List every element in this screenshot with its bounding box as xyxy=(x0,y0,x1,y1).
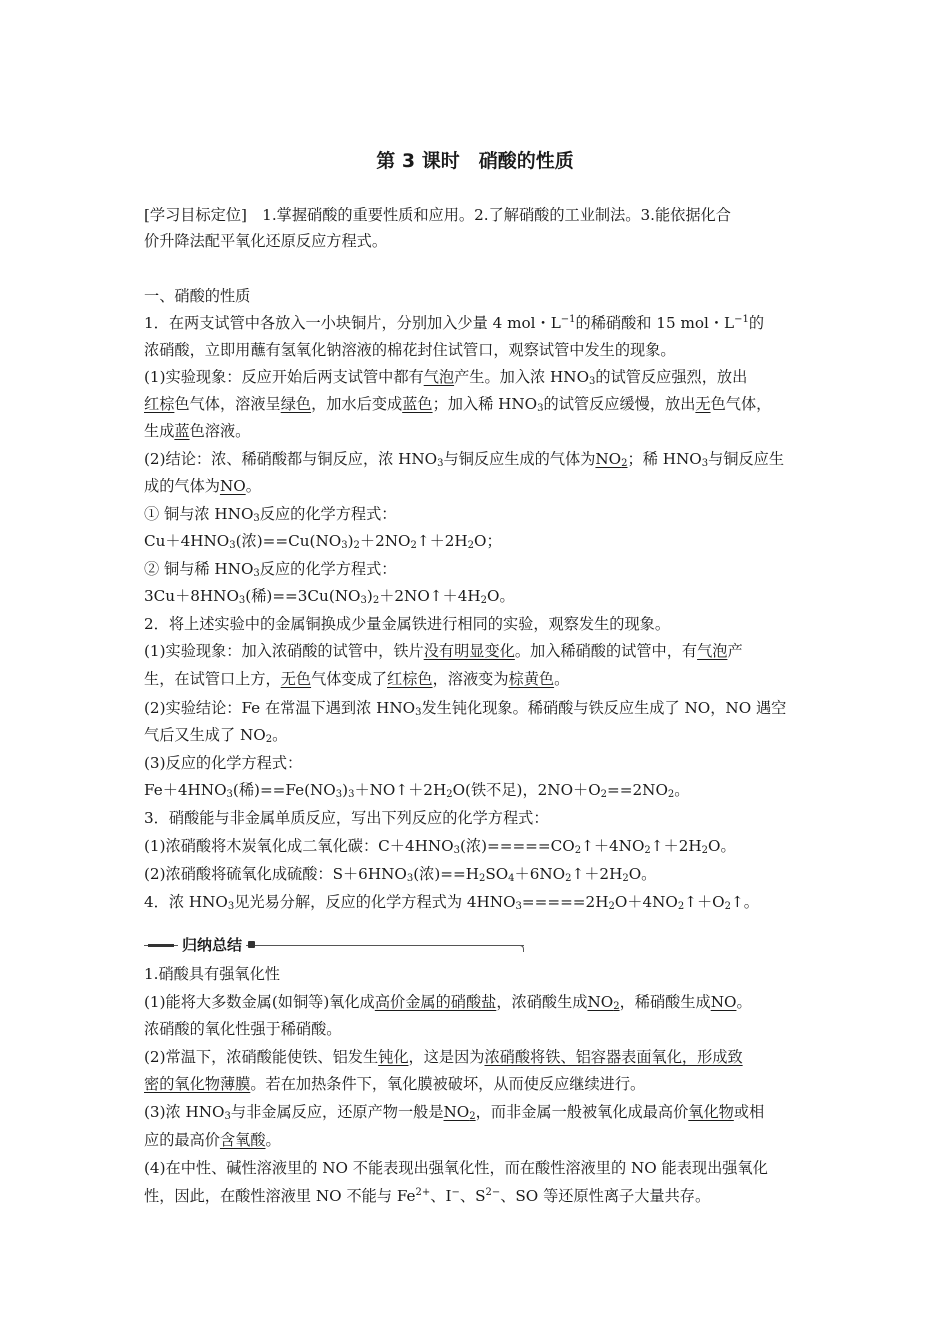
paragraph-line: 成的气体为NO。 xyxy=(144,477,261,495)
answer-blank: 浓硝酸将铁、铝容器表面氧化，形成致 xyxy=(484,1048,743,1066)
objectives-line-1: [学习目标定位] 1.掌握硝酸的重要性质和应用。2.了解硝酸的工业制法。3.能依据化合 xyxy=(144,206,731,224)
equation-line: $Cu+4HNO_3$(浓)$==Cu(NO_3)_2+2NO_2↑+2H_2O$； xyxy=(144,532,502,551)
paragraph-line: 浓硝酸，立即用蘸有氢氧化钠溶液的棉花封住试管口，观察试管中发生的现象。 xyxy=(144,341,676,359)
summary-line: 性，因此，在酸性溶液里 NO 不能与 $Fe^{2+}$、I−、$S^{2-}$、SO 等还原性离子大量共存。 xyxy=(144,1187,711,1205)
answer-blank: 红棕 xyxy=(144,395,175,413)
answer-blank: 钝化 xyxy=(378,1048,409,1066)
answer-blank: 红棕色 xyxy=(387,670,433,688)
paragraph-line: (1)实验现象：反应开始后两支试管中都有气泡产生。加入浓 $HNO_3$的试管反应强烈，放出 xyxy=(144,368,748,387)
paragraph-line: 生成蓝色溶液。 xyxy=(144,422,251,440)
summary-label: 归纳总结 xyxy=(178,936,246,954)
answer-blank: NO xyxy=(710,993,737,1011)
answer-blank: 密的氧化物薄膜 xyxy=(144,1075,251,1093)
answer-blank: 绿色 xyxy=(280,395,312,413)
equation-line: (2)浓硝酸将硫氧化成硫酸：$S+6HNO_3$(浓)$==H_2SO_4+6NO_2↑+2H_2O$。 xyxy=(144,865,657,884)
equation-line: $Fe+4HNO_3$(稀)$==Fe(NO_3)_3+NO↑+2H_2O$(铁不足)，$2NO+O_2==2NO_2$。 xyxy=(144,781,690,800)
equation-line: 4．浓 $HNO_3$见光易分解，反应的化学方程式为 $4HNO_3=====2H_2O+4NO_2↑+O_2↑$。 xyxy=(144,893,759,912)
answer-blank: 无色 xyxy=(280,670,312,688)
answer-blank: 含氧酸 xyxy=(219,1131,266,1149)
summary-rule-endcap xyxy=(519,945,524,952)
answer-blank: 高价金属的硝酸盐 xyxy=(374,993,497,1011)
answer-blank: NO xyxy=(219,477,246,495)
summary-header xyxy=(144,936,524,954)
equation-line: (1)浓硝酸将木炭氧化成二氧化碳：$C+4HNO_3$(浓)$=====CO_2↑+4NO_2↑+2H_2O$。 xyxy=(144,837,736,856)
summary-line: 密的氧化物薄膜。若在加热条件下，氧化膜被破坏，从而使反应继续进行。 xyxy=(144,1075,646,1093)
answer-blank: 没有明显变化 xyxy=(423,642,515,660)
summary-square-icon xyxy=(248,941,255,948)
summary-line: 1.硝酸具有强氧化性 xyxy=(144,965,280,983)
paragraph-line: ② 铜与稀 $HNO_3$反应的化学方程式： xyxy=(144,560,397,579)
answer-blank: 氧化物 xyxy=(688,1103,734,1121)
paragraph-line: (3)反应的化学方程式： xyxy=(144,754,303,772)
answer-blank: 气泡 xyxy=(423,368,455,386)
paragraph-line: 气后又生成了 $NO_2$。 xyxy=(144,726,288,745)
page-title: 第 3 课时 硝酸的性质 xyxy=(376,150,574,172)
paragraph-line: 生，在试管口上方，无色气体变成了红棕色，溶液变为棕黄色。 xyxy=(144,670,570,688)
paragraph-line: 红棕色气体，溶液呈绿色，加水后变成蓝色；加入稀 $HNO_3$的试管反应缓慢，放出无色气体， xyxy=(144,395,772,414)
summary-line: (2)常温下，浓硝酸能使铁、铝发生钝化，这是因为浓硝酸将铁、铝容器表面氧化，形成致 xyxy=(144,1048,743,1066)
answer-blank: 蓝色 xyxy=(402,395,433,413)
paragraph-line: (1)实验现象：加入浓硝酸的试管中，铁片没有明显变化。加入稀硝酸的试管中，有气泡产 xyxy=(144,642,743,660)
summary-line: (4)在中性、碱性溶液里的 NO 不能表现出强氧化性，而在酸性溶液里的 NO 能表现出强氧化 xyxy=(144,1159,768,1177)
answer-blank: 蓝 xyxy=(174,422,190,440)
answer-blank: 棕黄色 xyxy=(508,670,555,688)
paragraph-line: (2)实验结论：Fe 在常温下遇到浓 $HNO_3$发生钝化现象。稀硝酸与铁反应生成了 NO，NO 遇空 xyxy=(144,699,787,718)
paragraph-line: (2)结论：浓、稀硝酸都与铜反应，浓 $HNO_3$与铜反应生成的气体为$NO_2$；稀 $HNO_3$与铜反应生 xyxy=(144,450,785,469)
summary-dash xyxy=(148,944,174,947)
summary-line: 浓硝酸的氧化性强于稀硝酸。 xyxy=(144,1020,342,1038)
paragraph-line: 1．在两支试管中各放入一小块铜片，分别加入少量 4 mol・$L^{-1}$的稀硝酸和 15 mol・$L^{-1}$的 xyxy=(144,314,765,332)
summary-line: (3)浓 $HNO_3$与非金属反应，还原产物一般是$NO_2$，而非金属一般被氧化成最高价氧化物或相 xyxy=(144,1103,765,1122)
answer-blank: $NO_2$ xyxy=(587,993,620,1012)
summary-line: (1)能将大多数金属(如铜等)氧化成高价金属的硝酸盐，浓硝酸生成$NO_2$，稀硝酸生成NO。 xyxy=(144,993,752,1012)
equation-line: $3Cu+8HNO_3$(稀)$==3Cu(NO_3)_2+2NO↑+4H_2O$。 xyxy=(144,587,515,606)
answer-blank: 气泡 xyxy=(697,642,728,660)
answer-blank: $NO_2$ xyxy=(595,450,628,469)
paragraph-line: 3．硝酸能与非金属单质反应，写出下列反应的化学方程式： xyxy=(144,809,549,827)
answer-blank: $NO_2$ xyxy=(443,1103,476,1122)
summary-line: 应的最高价含氧酸。 xyxy=(144,1131,281,1149)
answer-blank: 无 xyxy=(695,395,711,413)
section-heading: 一、硝酸的性质 xyxy=(144,287,251,305)
paragraph-line: ① 铜与浓 $HNO_3$反应的化学方程式： xyxy=(144,505,397,524)
paragraph-line: 2．将上述实验中的金属铜换成少量金属铁进行相同的实验，观察发生的现象。 xyxy=(144,615,671,633)
objectives-line-2: 价升降法配平氧化还原反应方程式。 xyxy=(144,232,387,250)
